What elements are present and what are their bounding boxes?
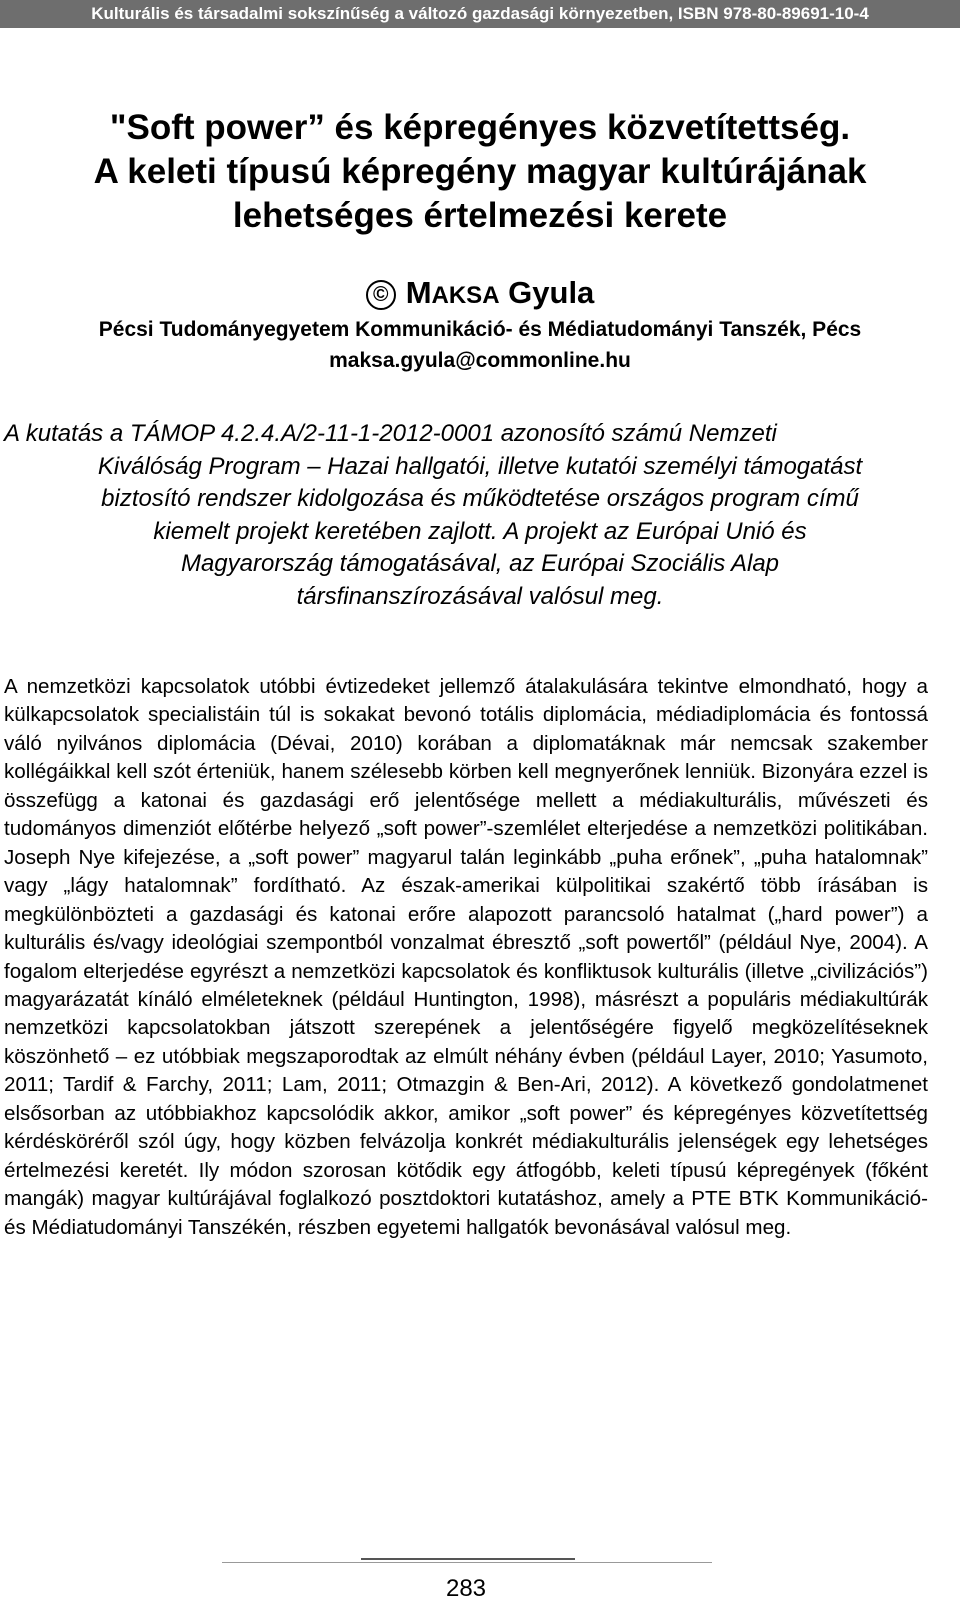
- copyright-icon: ©: [366, 280, 396, 310]
- footer-divider-thick: [361, 1558, 575, 1560]
- title-line-1: "Soft power” és képregényes közvetítettség.: [109, 108, 851, 147]
- funding-line: kiemelt projekt keretében zajlott. A projekt az Európai Unió és: [153, 517, 807, 545]
- funding-line: Magyarország támogatásával, az Európai Szociális Alap: [180, 550, 780, 578]
- author-line: [0, 274, 960, 315]
- funding-line: társfinanszírozásával valósul meg.: [296, 582, 664, 610]
- author-surname-rest: AKSA: [431, 282, 500, 309]
- author-given-name: Gyula: [508, 275, 595, 310]
- funding-line: Kiválóság Program – Hazai hallgatói, illetve kutatói személyi támogatást: [97, 452, 863, 480]
- author-affiliation: Pécsi Tudományegyetem Kommunikáció- és Médiatudományi Tanszék, Pécs: [98, 318, 862, 341]
- page-number: 283: [445, 1575, 487, 1602]
- body-text: [4, 673, 928, 1242]
- author-email: [0, 347, 960, 375]
- email-link[interactable]: maksa.gyula@commonline.hu: [329, 349, 631, 372]
- funding-note: [4, 418, 956, 614]
- title-line-3: lehetséges értelmezési kerete: [232, 196, 728, 235]
- title-line-2: A keleti típusú képregény magyar kultúrájának: [93, 152, 867, 191]
- running-header: Kulturális és társadalmi sokszínűség a változó gazdasági környezetben, ISBN 978-80-89691-10-4: [0, 0, 960, 28]
- funding-line: biztosító rendszer kidolgozása és működtetése országos program című: [101, 485, 859, 513]
- article-title: [0, 106, 960, 238]
- footer-divider: [222, 1562, 712, 1563]
- body-paragraph: A nemzetközi kapcsolatok utóbbi évtizedeket jellemző átalakulására tekintve elmondható, hogy a külkapcsolatok specialistáin túl is sokakat bevonó totális diplomácia, médiadiplomácia és fontossá váló nyilvános diplomácia (Dévai, 2010) korában a diplomatáknak már nemcsak szakember kollégáikkal kell szót érteniük, hanem szélesebb körben kell megnyerőnek lenniük. Bizonyára ezzel is összefügg a katonai és gazdasági erő jelentősége mellett a médiakulturális, művészeti és tudományos dimenziót előtérbe helyező „soft power”-szemlélet elterjedése a nemzetközi politikában. Joseph Nye kifejezése, a „soft power” magyarul talán leginkább „puha erőnek”, „puha hatalomnak” vagy „lágy hatalomnak” fordítható. Az észak-amerikai külpolitikai szakértő több írásában is megkülönbözteti a gazdasági és katonai erőre alapozott parancsoló hatalmat („hard power”) a kulturális és/vagy ideológiai szempontból vonzalmat ébresztő „soft powertől” (például Nye, 2004). A fogalom elterjedése egyrészt a nemzetközi kapcsolatok és konfliktusok kulturális (illetve „civilizációs”) magyarázatát kínáló elméleteknek (például Huntington, 1998), másrészt a populáris médiakultúrák nemzetközi kapcsolatokban játszott szerepének a jelentőségére figyelő megközelítéseknek köszönhető – ez utóbbiak megszaporodtak az elmúlt néhány évben (például Layer, 2010; Yasumoto, 2011; Tardif & Farchy, 2011; Lam, 2011; Otmazgin & Ben-Ari, 2012). A következő gondolatmenet elsősorban az utóbbiakhoz kapcsolódik akkor, amikor „soft power” és képregényes közvetítettség kérdésköréről szól úgy, hogy közben felvázolja konkrét médiakulturális jelenségek egy lehetséges értelmezési keretét. Ily módon szorosan kötődik egy átfogóbb, keleti típusú képregények (főként mangák) magyar kultúrájával foglalkozó posztdoktori kutatáshoz, amely a PTE BTK Kommunikáció- és Médiatudományi Tanszékén, részben egyetemi hallgatók bevonásával valósul meg.: [4, 675, 928, 1239]
- author-surname-initial: M: [405, 275, 432, 310]
- funding-line: A kutatás a TÁMOP 4.2.4.A/2-11-1-2012-0001 azonosító számú Nemzeti: [4, 420, 777, 447]
